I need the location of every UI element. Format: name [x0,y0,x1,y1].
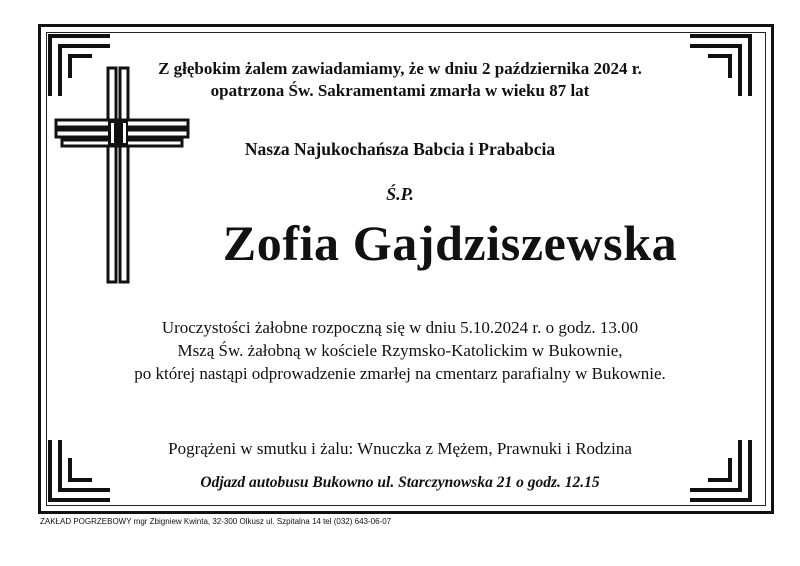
funeral-home-footer: ZAKŁAD POGRZEBOWY mgr Zbigniew Kwinta, 32-300 Olkusz ul. Szpitalna 14 tel (032) 643-06-07 [40,517,392,526]
mourners-line: Pogrążeni w smutku i żalu: Wnuczka z Mężem, Prawnuki i Rodzina [168,439,632,458]
honorific: Ś.P. [386,184,414,204]
bus-info: Odjazd autobusu Bukowno ul. Starczynowska 21 o godz. 12.15 [200,474,600,491]
intro-line: opatrzona Św. Sakramentami zmarła w wieku 87 lat [210,81,590,100]
ceremony-details [60,316,740,385]
ceremony-line: po której nastąpi odprowadzenie zmarłej na cmentarz parafialny w Bukownie. [134,364,666,383]
intro-line: Z głębokim żalem zawiadamiamy, że w dniu 2 października 2024 r. [158,59,642,78]
relation-line: Nasza Najukochańsza Babcia i Prababcia [244,139,556,159]
ceremony-line: Uroczystości żałobne rozpoczną się w dniu 5.10.2024 r. o godz. 13.00 [161,318,639,337]
deceased-name: Zofia Gajdziszewska [222,215,678,271]
ceremony-line: Mszą Św. żałobną w kościele Rzymsko-Katolickim w Bukownie, [177,341,623,360]
intro-text [60,58,740,102]
